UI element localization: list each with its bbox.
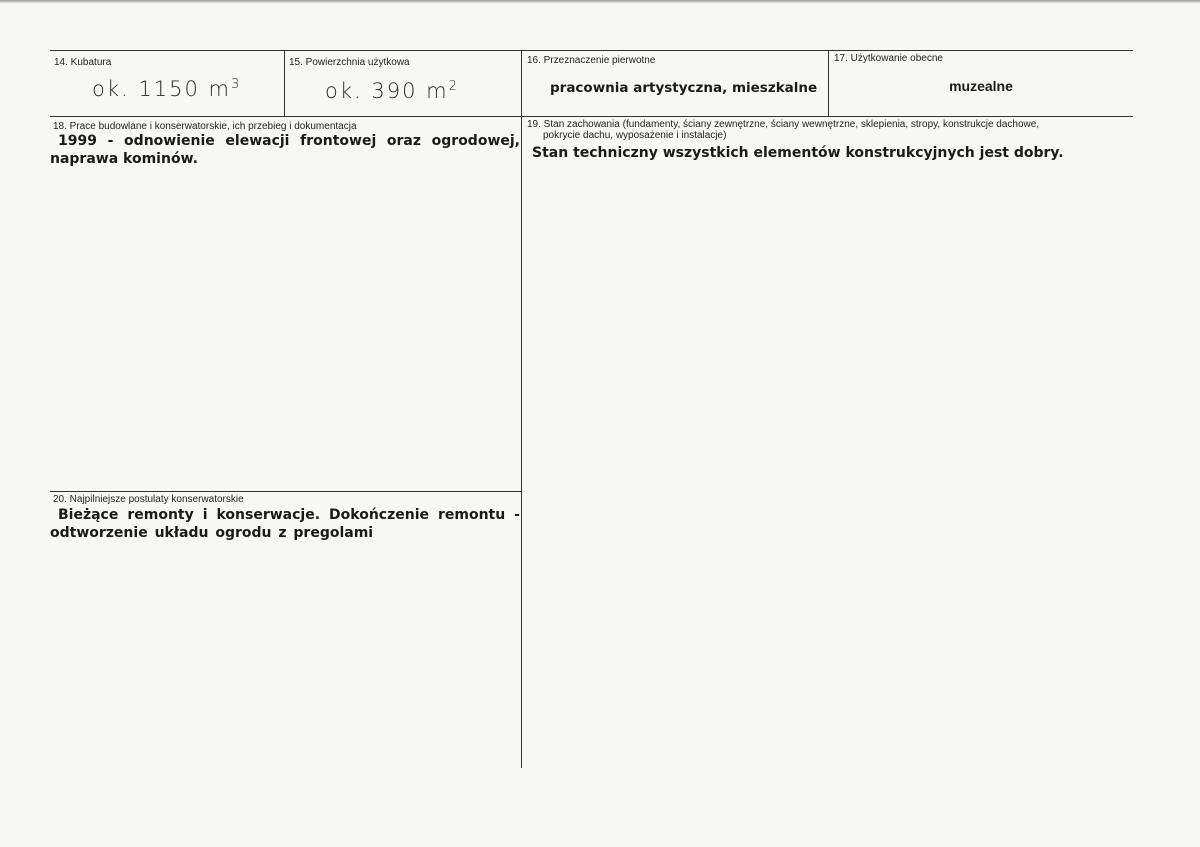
scan-edge [0, 0, 1200, 3]
field-15-label: 15. Powierzchnia użytkowa [289, 57, 410, 68]
field-14-value-text: ok. 1150 m [92, 77, 231, 101]
field-16-value: pracownia artystyczna, mieszkalne [550, 80, 818, 96]
field-16-przeznaczenie [522, 51, 828, 116]
field-14-label: 14. Kubatura [54, 57, 112, 68]
field-20-value: Bieżące remonty i konserwacje. Dokończenie remontu - odtworzenie układu ogrodu z pregolami [50, 507, 520, 541]
field-17-label: 17. Użytkowanie obecne [834, 53, 943, 64]
field-18-value: 1999 - odnowienie elewacji frontowej oraz ogrodowej, naprawa kominów. [50, 133, 520, 167]
field-17-value: muzealne [949, 78, 1013, 94]
field-19-stan-zachowania [522, 117, 1133, 768]
field-19-value: Stan techniczny wszystkich elementów konstrukcyjnych jest dobry. [532, 145, 1064, 161]
field-20-postulaty [50, 492, 521, 768]
field-16-label: 16. Przeznaczenie pierwotne [527, 55, 656, 66]
field-14-value [92, 77, 241, 101]
field-20-label: 20. Najpilniejsze postulaty konserwatorskie [53, 494, 244, 505]
field-17-uzytkowanie [829, 51, 1133, 116]
field-15-unit-sup: 2 [448, 79, 459, 94]
field-15-value-text: ok. 390 m [325, 79, 449, 103]
field-15-value [325, 79, 459, 103]
field-18-prace-budowlane [50, 117, 521, 491]
field-15-powierzchnia [285, 51, 521, 116]
field-19-label-line1: 19. Stan zachowania (fundamenty, ściany zewnętrzne, ściany wewnętrzne, sklepienia, stropy, konstrukcje dachowe, [527, 119, 1040, 130]
field-18-label: 18. Prace budowlane i konserwatorskie, ich przebieg i dokumentacja [53, 121, 357, 132]
field-14-kubatura [50, 51, 284, 116]
field-19-label-line2: pokrycie dachu, wyposażenie i instalacje) [543, 130, 727, 141]
field-14-unit-sup: 3 [230, 77, 242, 92]
